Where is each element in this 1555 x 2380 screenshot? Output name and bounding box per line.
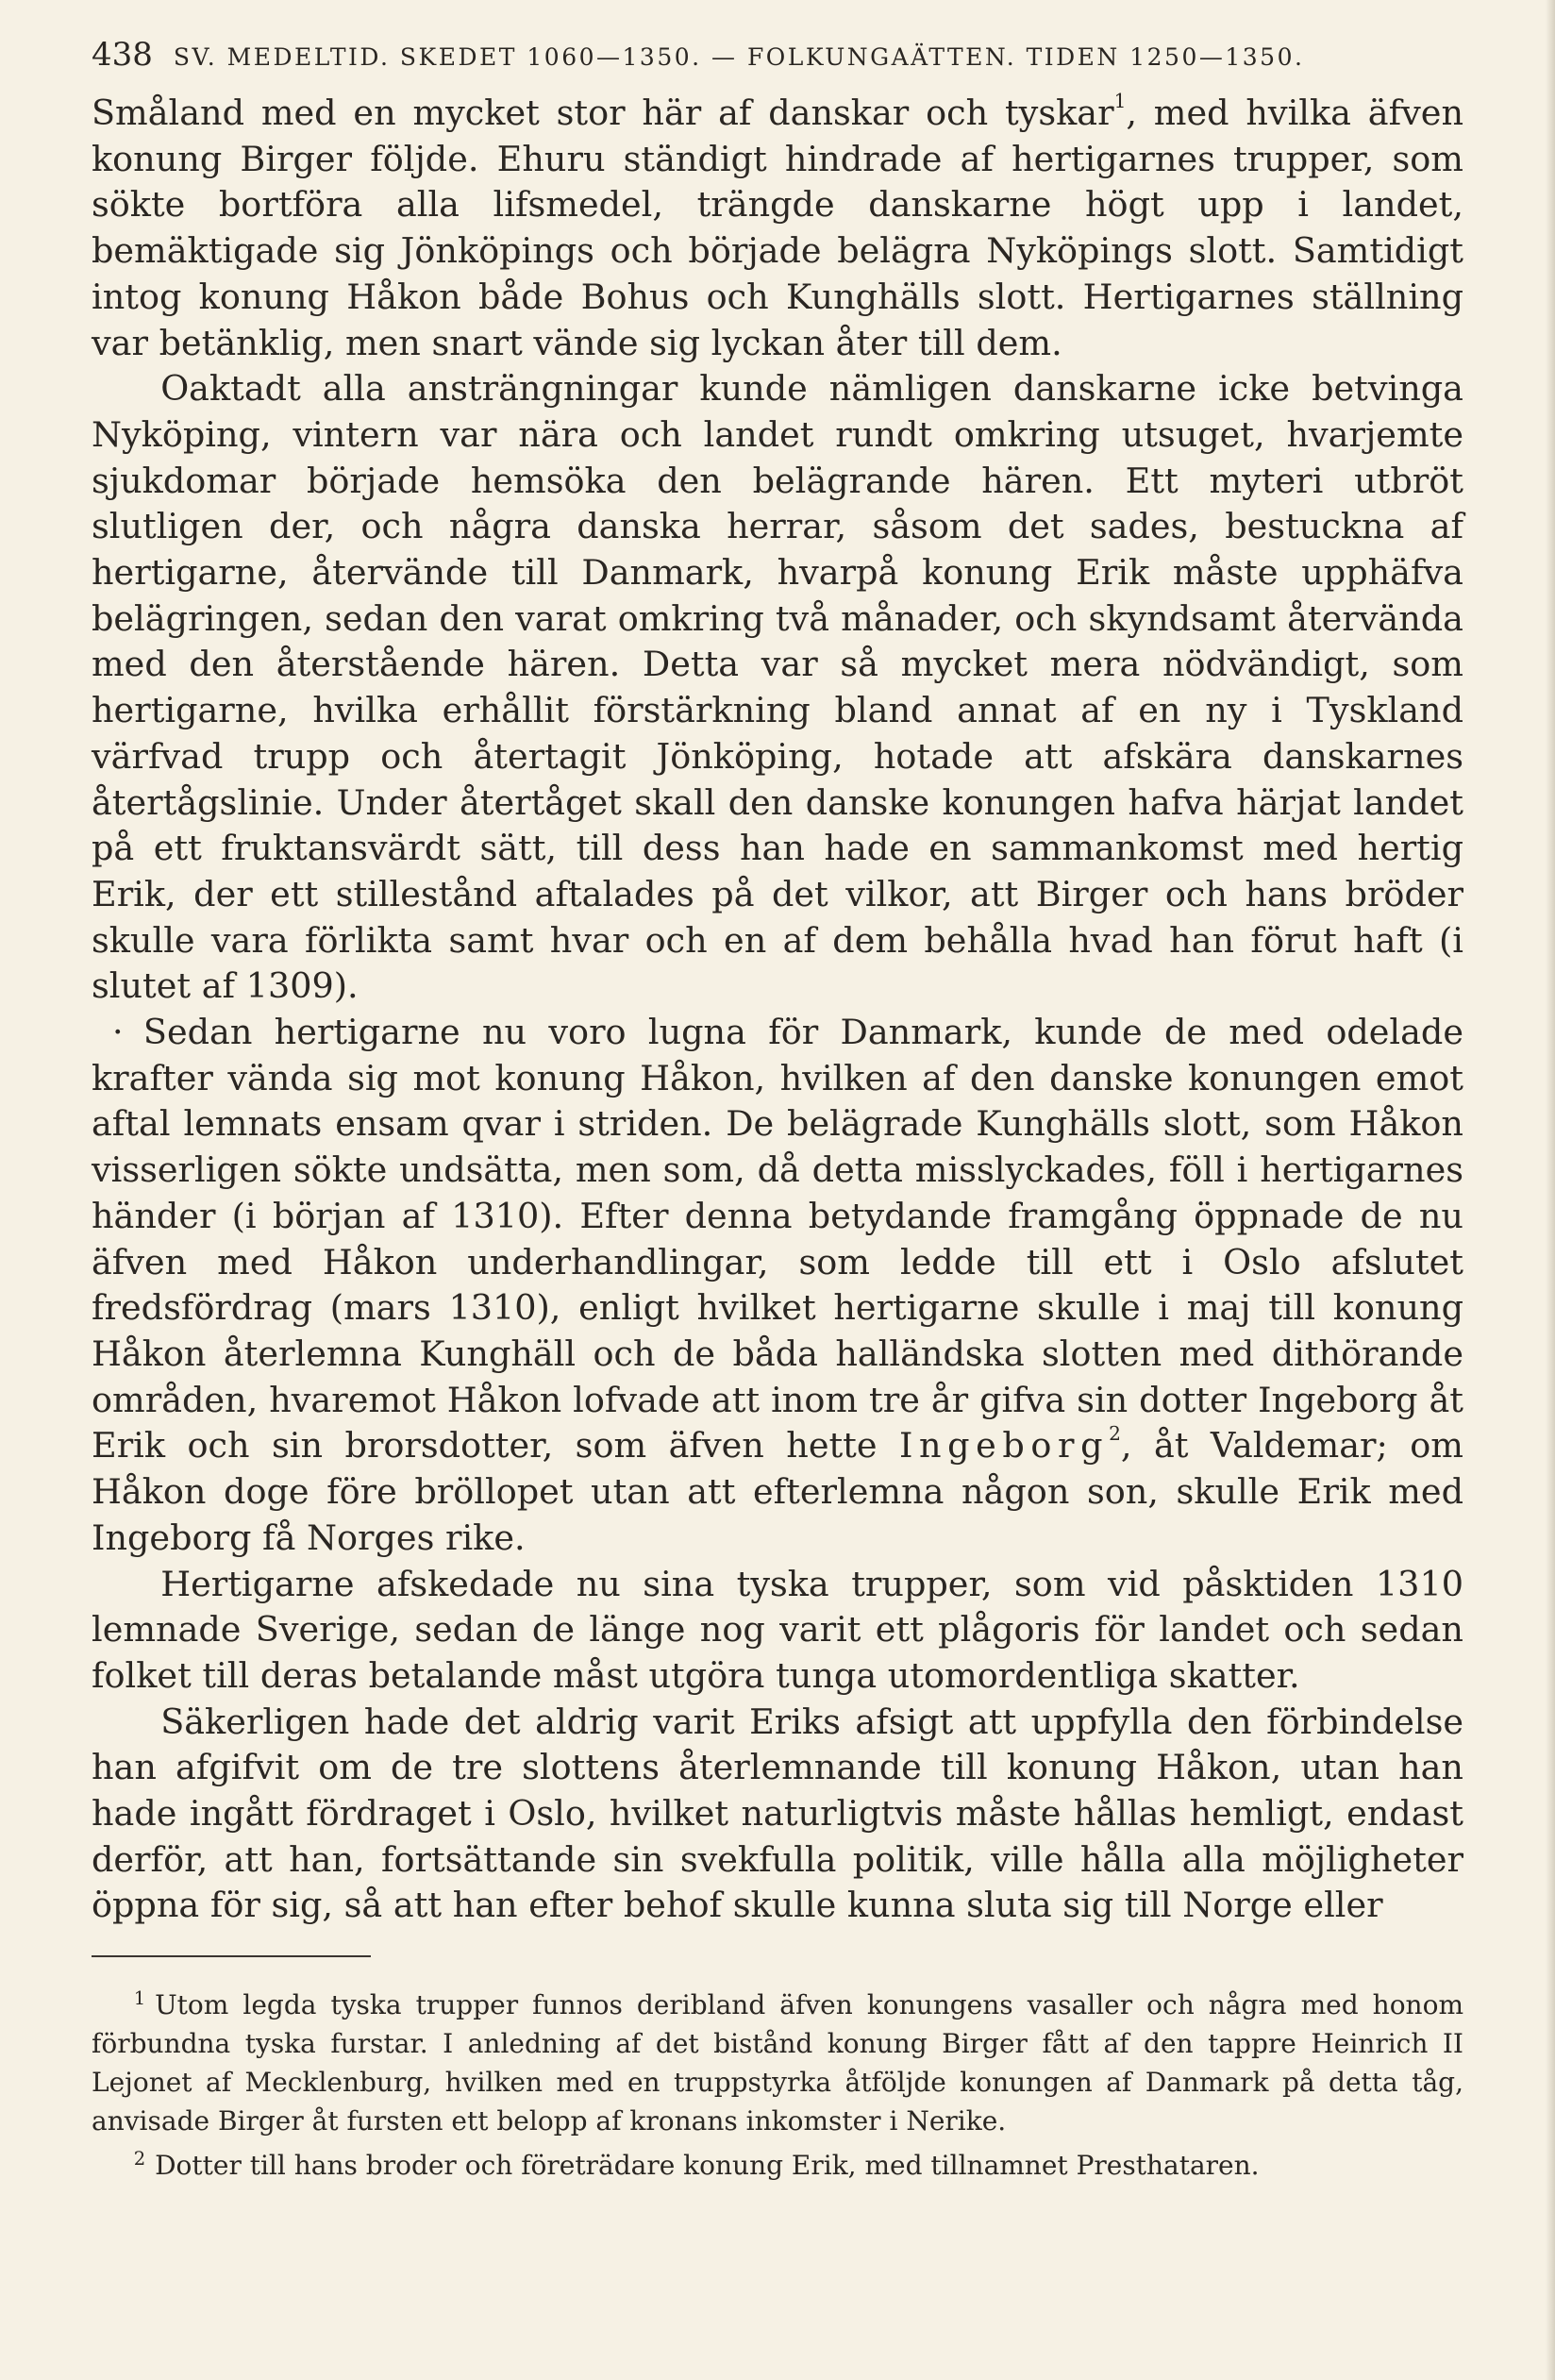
page-edge-shadow — [1546, 0, 1555, 2380]
paragraph-5: Säkerligen hade det aldrig varit Eriks afsigt att uppfylla den förbindelse han afgifvit om de tre slottens återlemnande till konung Håkon, utan han hade ingått fördraget i Oslo, hvilket naturligtvis måste hållas hemligt, endast derför, att han, fortsättande sin svekfulla politik, ville hålla alla möjligheter öppna för sig, så att han efter behof skulle kunna sluta sig till Norge eller — [92, 1701, 1463, 1926]
footnote-2: $^2$ Dotter till hans broder och företrädare konung Erik, med tillnamnet Presthataren. — [133, 2148, 1260, 2182]
page-number: 438 — [92, 36, 153, 74]
paragraph-4: Hertigarne afskedade nu sina tyska trupper, som vid påsktiden 1310 lemnade Sverige, sedan de länge nog varit ett plågoris för landet och sedan folket till deras betalande måst utgöra tunga utomordentliga skatter. — [92, 1563, 1463, 1696]
spaced-name: Ingeborg — [898, 1425, 1110, 1467]
footnote-1: $^1$ Utom legda tyska trupper funnos deribland äfven konungens vasaller och några med honom förbundna tyska furstar. I anledning af det bistånd konung Birger fått af den tappre Heinrich II Lejonet af Mecklenburg, hvilken med en truppstyrka åtföljde konungen af Danmark på detta tåg, anvisade Birger åt fursten ett belopp af kronans inkomster i Nerike. — [92, 1987, 1463, 2137]
footnote-ref-2: 2 — [1109, 1422, 1121, 1446]
footnote-ref-1: 1 — [1113, 89, 1127, 112]
paragraph-1: Småland med en mycket stor här af danskar och tyskar$^1$, med hvilka äfven konung Birger följde. Ehuru ständigt hindrade af hertigarnes trupper, som sökte bortföra alla lifsmedel, trängde danskarne högt upp i landet, bemäktigade sig Jönköpings och började belägra Nyköpings slott. Samtidigt intog konung Håkon både Bohus och Kunghälls slott. Hertigarnes ställning var betänklig, men snart vände sig lyckan åter till dem. — [92, 89, 1463, 363]
main-text — [92, 91, 1463, 1929]
running-title: SV. MEDELTID. SKEDET 1060—1350. — FOLKUNGAÄTTEN. TIDEN 1250—1350. — [173, 43, 1305, 71]
footnote-rule — [92, 1955, 371, 1957]
stray-dot-mark: · — [111, 1012, 124, 1053]
footnotes — [92, 1986, 1463, 2185]
footnote-number: 2 — [133, 2148, 146, 2170]
paragraph-2: Oaktadt alla ansträngningar kunde nämligen danskarne icke betvinga Nyköping, vintern var nära och landet rundt omkring utsuget, hvarjemte sjukdomar började hemsöka den belägrande hären. Ett myteri utbröt slutligen der, och några danska herrar, såsom det sades, bestuckna af hertigarne, återvände till Danmark, hvarpå konung Erik måste upphäfva belägringen, sedan den varat omkring två månader, och skyndsamt återvända med den återstående hären. Detta var så mycket mera nödvändigt, som hertigarne, hvilka erhållit förstärkning bland annat af en ny i Tyskland värfvad trupp och återtagit Jönköping, hotade att afskära danskarnes återtågslinie. Under återtåget skall den danske konungen hafva härjat landet på ett fruktansvärdt sätt, till dess han hade en sammankomst med hertig Erik, der ett stillestånd aftalades på det vilkor, att Birger och hans bröder skulle vara förlikta samt hvar och en af dem behålla hvad han förut haft (i slutet af 1309). — [92, 368, 1463, 1007]
page-header — [92, 36, 1463, 83]
footnote-number: 1 — [133, 1987, 146, 2010]
paragraph-3: · Sedan hertigarne nu voro lugna för Danmark, kunde de med odelade krafter vända sig mot konung Håkon, hvilken af den danske konungen emot aftal lemnats ensam qvar i striden. De belägrade Kunghälls slott, som Håkon visserligen sökte undsätta, men som, då detta misslyckades, föll i hertigarnes händer (i början af 1310). Efter denna betydande framgång öppnade de nu äfven med Håkon underhandlingar, som ledde till ett i Oslo afslutet fredsfördrag (mars 1310), enligt hvilket hertigarne skulle i maj till konung Håkon återlemna Kunghäll och de båda halländska slotten med dithörande områden, hvaremot Håkon lofvade att inom tre år gifva sin dotter Ingeborg åt Erik och sin brorsdotter, som äfven hette Ingeborg$^2$, åt Valdemar; om Håkon doge före bröllopet utan att efterlemna någon son, skulle Erik med Ingeborg få Norges rike. — [92, 1012, 1463, 1558]
